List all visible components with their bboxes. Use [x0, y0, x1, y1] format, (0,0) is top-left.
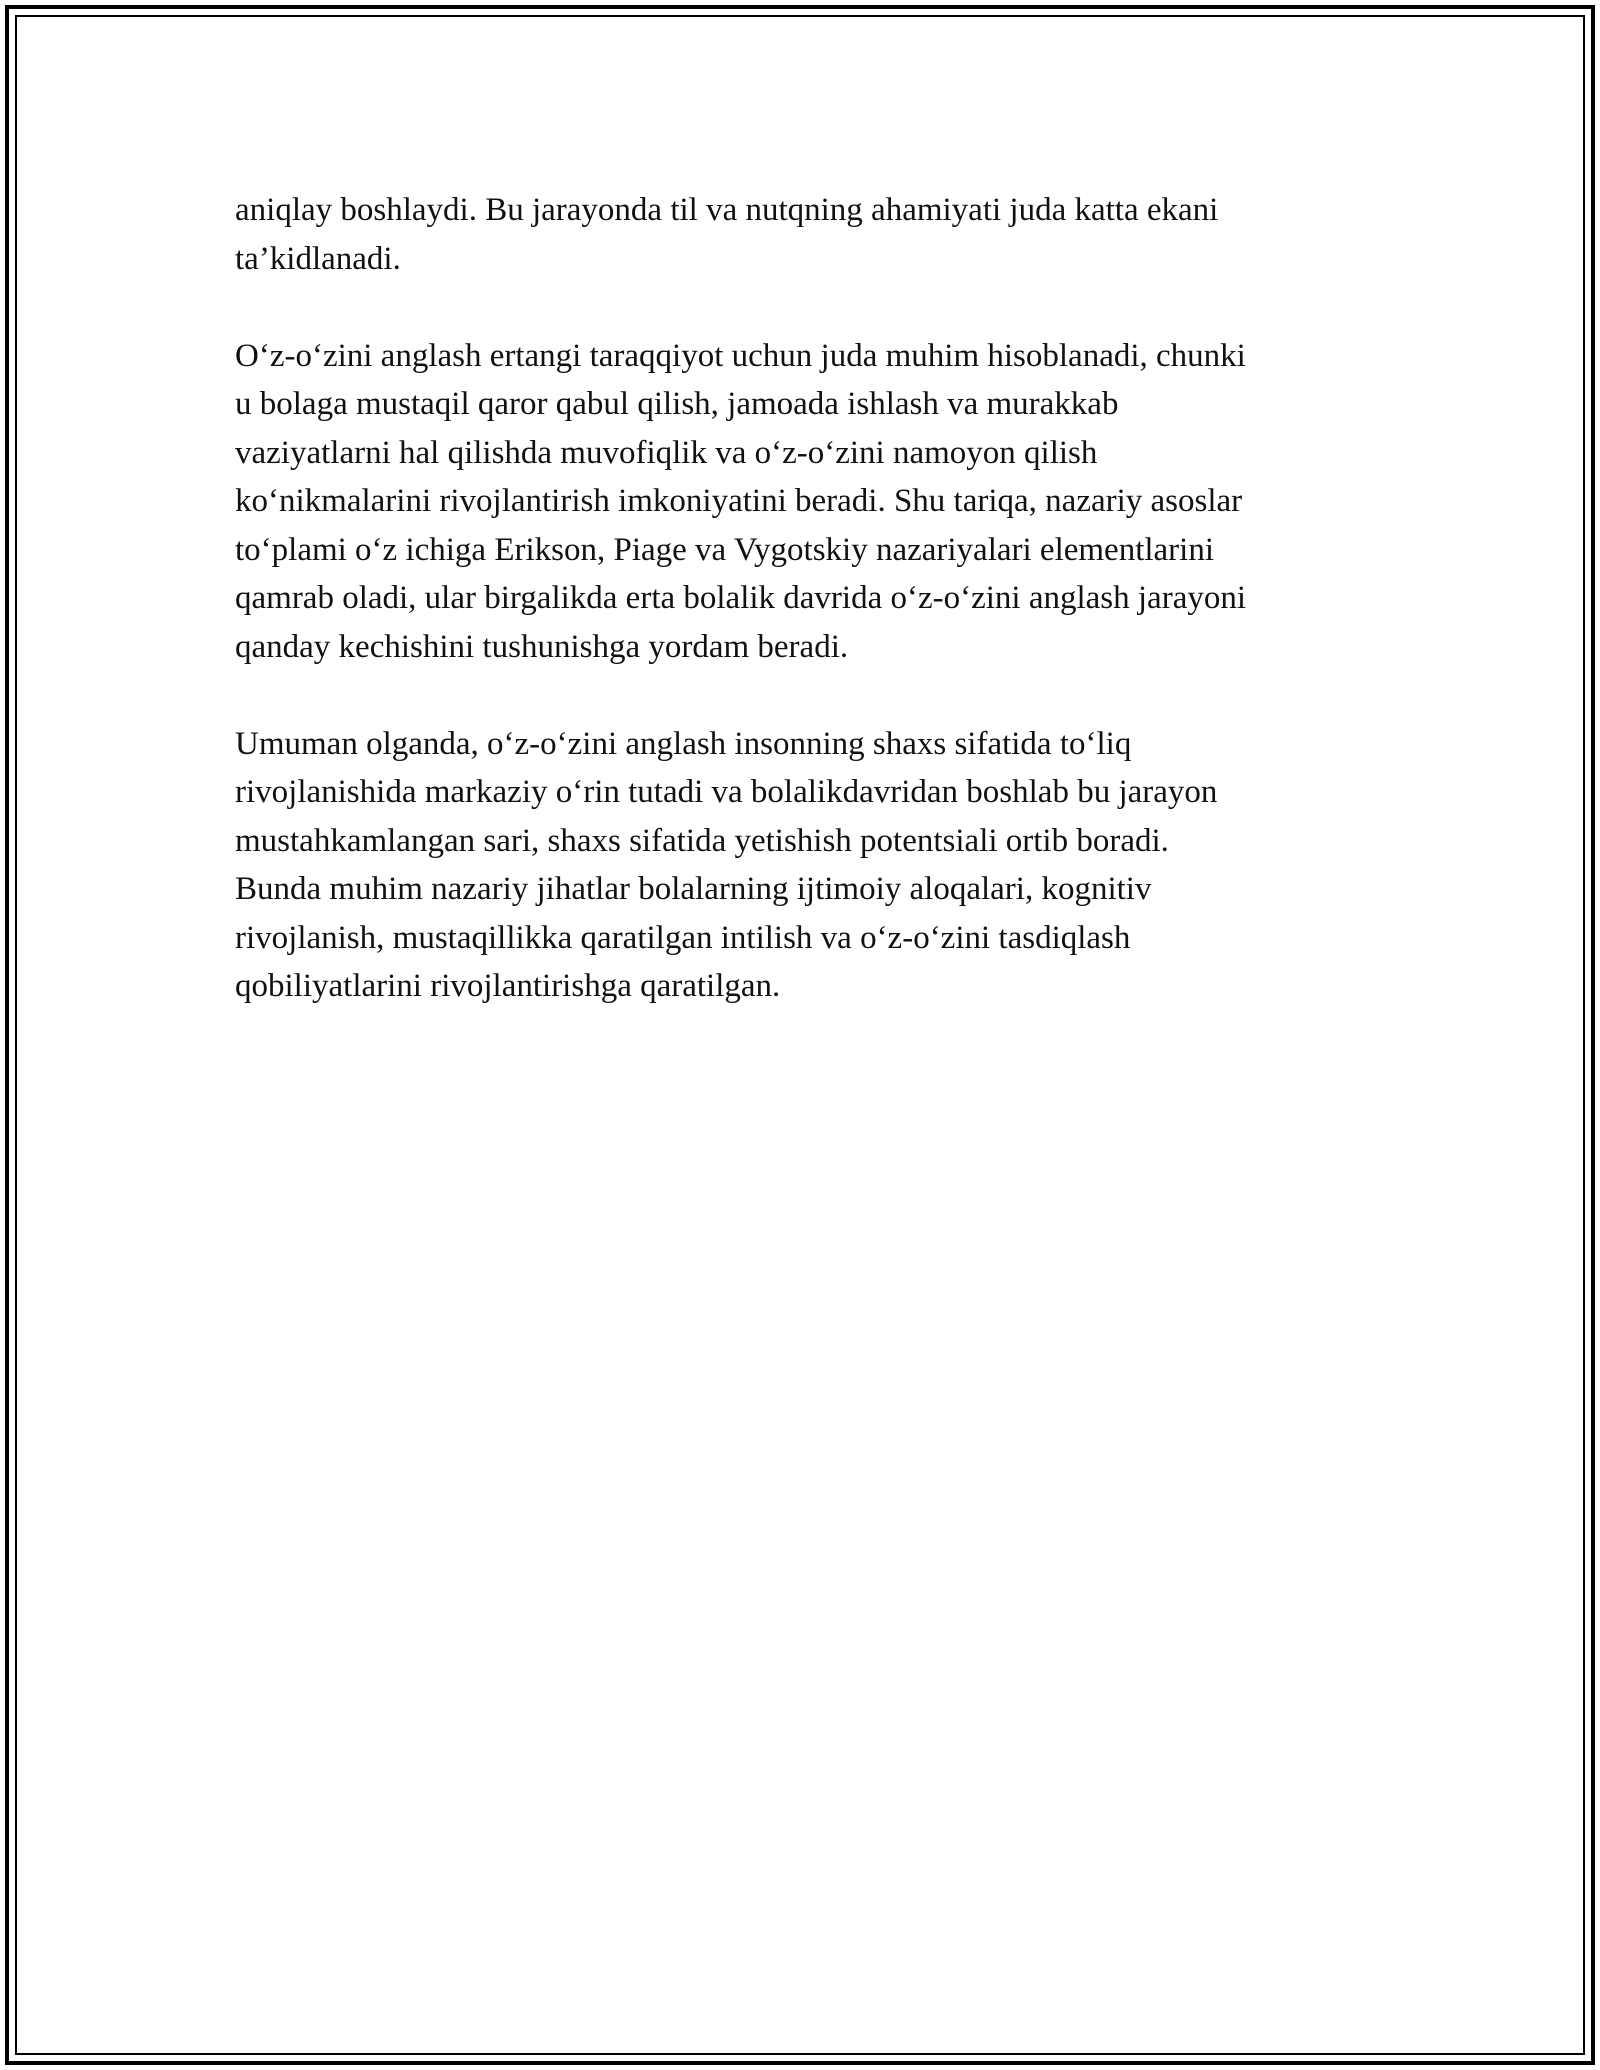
paragraph-1: aniqlay boshlaydi. Bu jarayonda til va nutqning ahamiyati juda katta ekani ta’kidlanadi. — [235, 192, 1219, 277]
document-body — [235, 186, 1375, 1059]
paragraph-3: Umuman olganda, o‘z-o‘zini anglash insonning shaxs sifatida to‘liq rivojlanishida markaziy o‘rin tutadi va bolalikdavridan boshlab bu jarayon mustahkamlangan sari, shaxs sifatida yetishish potentsiali ortib boradi. Bunda muhim nazariy jihatlar bolalarning ijtimoiy aloqalari, kognitiv rivojlanish, mustaqillikka qaratilgan intilish va o‘z-o‘zini tasdiqlash qobiliyatlarini rivojlantirishga qaratilgan. — [235, 725, 1218, 1004]
paragraph-2: O‘z-o‘zini anglash ertangi taraqqiyot uchun juda muhim hisoblanadi, chunki u bolaga mustaqil qaror qabul qilish, jamoada ishlash va murakkab vaziyatlarni hal qilishda muvofiqlik va o‘z-o‘zini namoyon qilish ko‘nikmalarini rivojlantirish imkoniyatini beradi. Shu tariqa, nazariy asoslar to‘plami o‘z ichiga Erikson, Piage va Vygotskiy nazariyalari elementlarini qamrab oladi, ular birgalikda erta bolalik davrida o‘z-o‘zini anglash jarayoni qanday kechishini tushunishga yordam beradi. — [235, 337, 1247, 665]
